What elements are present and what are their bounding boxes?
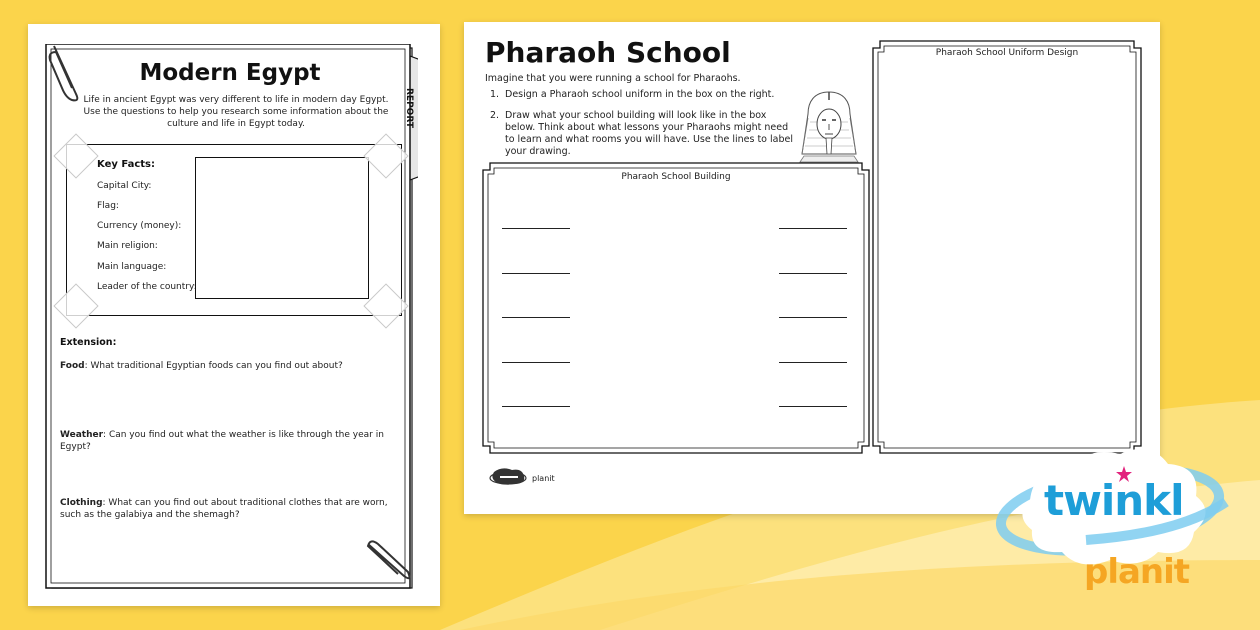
- step-2-line: below. Think about what lessons your Pharaohs might need: [505, 122, 789, 133]
- twinkl-wordmark: twinkl: [1044, 476, 1184, 525]
- step-2-line: your drawing.: [505, 146, 571, 157]
- fact-capital-city: Capital City:: [97, 181, 152, 191]
- pharaoh-school-intro: Imagine that you were running a school for Pharaohs.: [485, 73, 741, 84]
- key-facts-box: [66, 144, 402, 316]
- fact-flag: Flag:: [97, 201, 119, 211]
- label-line[interactable]: [779, 362, 847, 363]
- fact-currency: Currency (money):: [97, 221, 182, 231]
- uniform-drawing-frame[interactable]: [872, 40, 1142, 454]
- label-line[interactable]: [779, 228, 847, 229]
- label-line[interactable]: [502, 273, 570, 274]
- question-clothing-text: : What can you find out about traditional clothes that are worn, such as the galabiya and the shemagh?: [60, 498, 388, 520]
- twinkl-logo-icon: [488, 466, 530, 488]
- label-line[interactable]: [502, 317, 570, 318]
- label-line[interactable]: [779, 273, 847, 274]
- question-clothing: [60, 497, 405, 521]
- building-frame-label: Pharaoh School Building: [621, 172, 731, 182]
- modern-egypt-intro: Life in ancient Egypt was very different to life in modern day Egypt. Use the questions to help you research some information about the culture and life in Egypt today.: [83, 95, 389, 129]
- question-weather-label: Weather: [60, 430, 104, 440]
- step-1-number: 1.: [490, 89, 500, 100]
- step-1-text: Design a Pharaoh school uniform in the box on the right.: [505, 89, 775, 100]
- fact-religion: Main religion:: [97, 241, 158, 251]
- question-food: [60, 360, 410, 372]
- extension-heading: Extension:: [60, 337, 117, 348]
- label-line[interactable]: [502, 406, 570, 407]
- fact-language: Main language:: [97, 262, 167, 272]
- question-clothing-label: Clothing: [60, 498, 103, 508]
- flag-drawing-box[interactable]: [195, 157, 369, 299]
- question-food-text: : What traditional Egyptian foods can you find out about?: [84, 361, 343, 371]
- label-line[interactable]: [779, 317, 847, 318]
- label-line[interactable]: [502, 228, 570, 229]
- key-facts-heading: Key Facts:: [97, 159, 156, 170]
- label-line[interactable]: [502, 362, 570, 363]
- step-2-line: to learn and what rooms you will have. Use the lines to label: [505, 134, 793, 145]
- report-tab-label: REPORT: [404, 88, 414, 128]
- uniform-frame-label: Pharaoh School Uniform Design: [935, 48, 1079, 58]
- footer-brand-text: planit: [532, 474, 555, 483]
- building-drawing-frame[interactable]: [482, 162, 870, 454]
- fact-leader: Leader of the country:: [97, 282, 197, 292]
- pharaoh-mask-icon: [796, 88, 862, 164]
- question-weather: [60, 429, 410, 453]
- pharaoh-school-title: Pharaoh School: [485, 36, 731, 69]
- question-weather-text: : Can you find out what the weather is like through the year in Egypt?: [60, 430, 384, 452]
- label-line[interactable]: [779, 406, 847, 407]
- paperclip-icon: [364, 536, 416, 584]
- question-food-label: Food: [60, 361, 85, 371]
- step-2-line: Draw what your school building will look like in the box: [505, 110, 767, 121]
- planit-wordmark: planit: [1084, 552, 1190, 592]
- twinkl-planit-logo: [990, 440, 1240, 620]
- modern-egypt-title: Modern Egypt: [139, 60, 321, 86]
- step-2-number: 2.: [490, 110, 500, 121]
